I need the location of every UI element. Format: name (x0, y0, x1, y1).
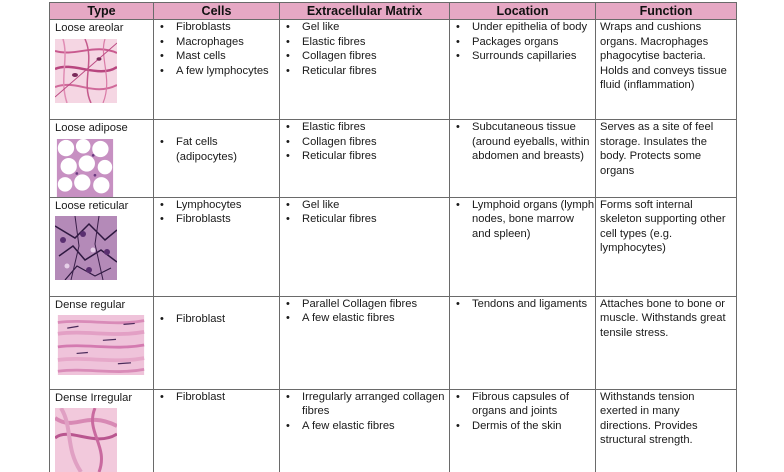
tissue-type-label: Loose areolar (55, 22, 124, 34)
header-type: Type (50, 3, 154, 20)
location-item: • Under epithelia of body (472, 20, 595, 35)
matrix-item: • A few elastic fibres (302, 311, 449, 326)
matrix-item: • Parallel Collagen fibres (302, 297, 449, 312)
type-cell (50, 197, 154, 296)
cells-cell (154, 20, 280, 120)
loose-adipose-micrograph (55, 139, 115, 197)
matrix-item: • Gel like (302, 20, 449, 35)
loose-reticular-micrograph (55, 216, 117, 280)
matrix-item: • Irregularly arranged collagen fibres (302, 390, 449, 419)
header-cells: Cells (154, 3, 280, 20)
matrix-cell (280, 20, 450, 120)
table-row (50, 120, 737, 198)
loose-areolar-micrograph (55, 39, 117, 103)
matrix-item: • Collagen fibres (302, 135, 449, 150)
location-item: • Fibrous capsules of organs and joints (472, 390, 595, 419)
type-cell (50, 296, 154, 389)
type-cell (50, 20, 154, 120)
cell-item: • Fibroblast (176, 312, 279, 327)
cells-cell (154, 389, 280, 472)
header-location: Location (450, 3, 596, 20)
function-cell: Withstands tension exerted in many directions. Provides structural strength. (596, 389, 737, 472)
header-row (50, 3, 737, 20)
header-matrix: Extracellular Matrix (280, 3, 450, 20)
cell-item: • Fibroblasts (176, 20, 279, 35)
header-function: Function (596, 3, 737, 20)
type-cell (50, 120, 154, 198)
location-item: • Subcutaneous tissue (around eyeballs, within abdomen and breasts) (472, 120, 595, 164)
function-cell: Attaches bone to bone or muscle. Withstands great tensile stress. (596, 296, 737, 389)
cell-item: • Lymphocytes (176, 198, 279, 213)
cells-cell (154, 120, 280, 198)
location-cell (450, 197, 596, 296)
type-cell (50, 389, 154, 472)
location-item: • Packages organs (472, 35, 595, 50)
location-cell (450, 389, 596, 472)
cells-cell (154, 197, 280, 296)
matrix-cell (280, 197, 450, 296)
matrix-cell (280, 296, 450, 389)
connective-tissue-table (49, 2, 737, 472)
matrix-item: • Collagen fibres (302, 49, 449, 64)
tissue-type-label: Loose adipose (55, 122, 128, 134)
cell-item: • Mast cells (176, 49, 279, 64)
tissue-type-label: Dense regular (55, 298, 126, 311)
matrix-item: • Gel like (302, 198, 449, 213)
function-cell: Serves as a site of feel storage. Insulates the body. Protects some organs (596, 120, 737, 198)
cell-item: • Macrophages (176, 35, 279, 50)
location-item: • Surrounds capillaries (472, 49, 595, 64)
table-row (50, 296, 737, 389)
tissue-type-label: Loose reticular (55, 199, 129, 212)
table-row (50, 197, 737, 296)
location-cell (450, 20, 596, 120)
cell-item: • A few lymphocytes (176, 64, 279, 79)
function-cell: Forms soft internal skeleton supporting other cell types (e.g. lymphocytes) (596, 197, 737, 296)
matrix-item: • Reticular fibres (302, 64, 449, 79)
location-item: • Lymphoid organs (lymph nodes, bone marrow and spleen) (472, 198, 595, 242)
dense-regular-micrograph (55, 315, 147, 375)
matrix-cell (280, 120, 450, 198)
cell-item: • Fat cells (adipocytes) (176, 135, 279, 164)
function-cell: Wraps and cushions organs. Macrophages phagocytise bacteria. Holds and conveys tissue fluid (inflammation) (596, 20, 737, 120)
matrix-item: • Elastic fibres (302, 120, 449, 135)
cell-item: • Fibroblasts (176, 212, 279, 227)
cells-cell (154, 296, 280, 389)
matrix-cell (280, 389, 450, 472)
dense-irregular-micrograph (55, 408, 117, 472)
matrix-item: • Reticular fibres (302, 212, 449, 227)
location-item: • Tendons and ligaments (472, 297, 595, 312)
location-item: • Dermis of the skin (472, 419, 595, 434)
location-cell (450, 120, 596, 198)
matrix-item: • Reticular fibres (302, 149, 449, 164)
matrix-item: • Elastic fibres (302, 35, 449, 50)
location-cell (450, 296, 596, 389)
matrix-item: • A few elastic fibres (302, 419, 449, 434)
cell-item: • Fibroblast (176, 390, 279, 405)
table-row (50, 20, 737, 120)
table-row (50, 389, 737, 472)
tissue-type-label: Dense Irregular (55, 391, 133, 404)
